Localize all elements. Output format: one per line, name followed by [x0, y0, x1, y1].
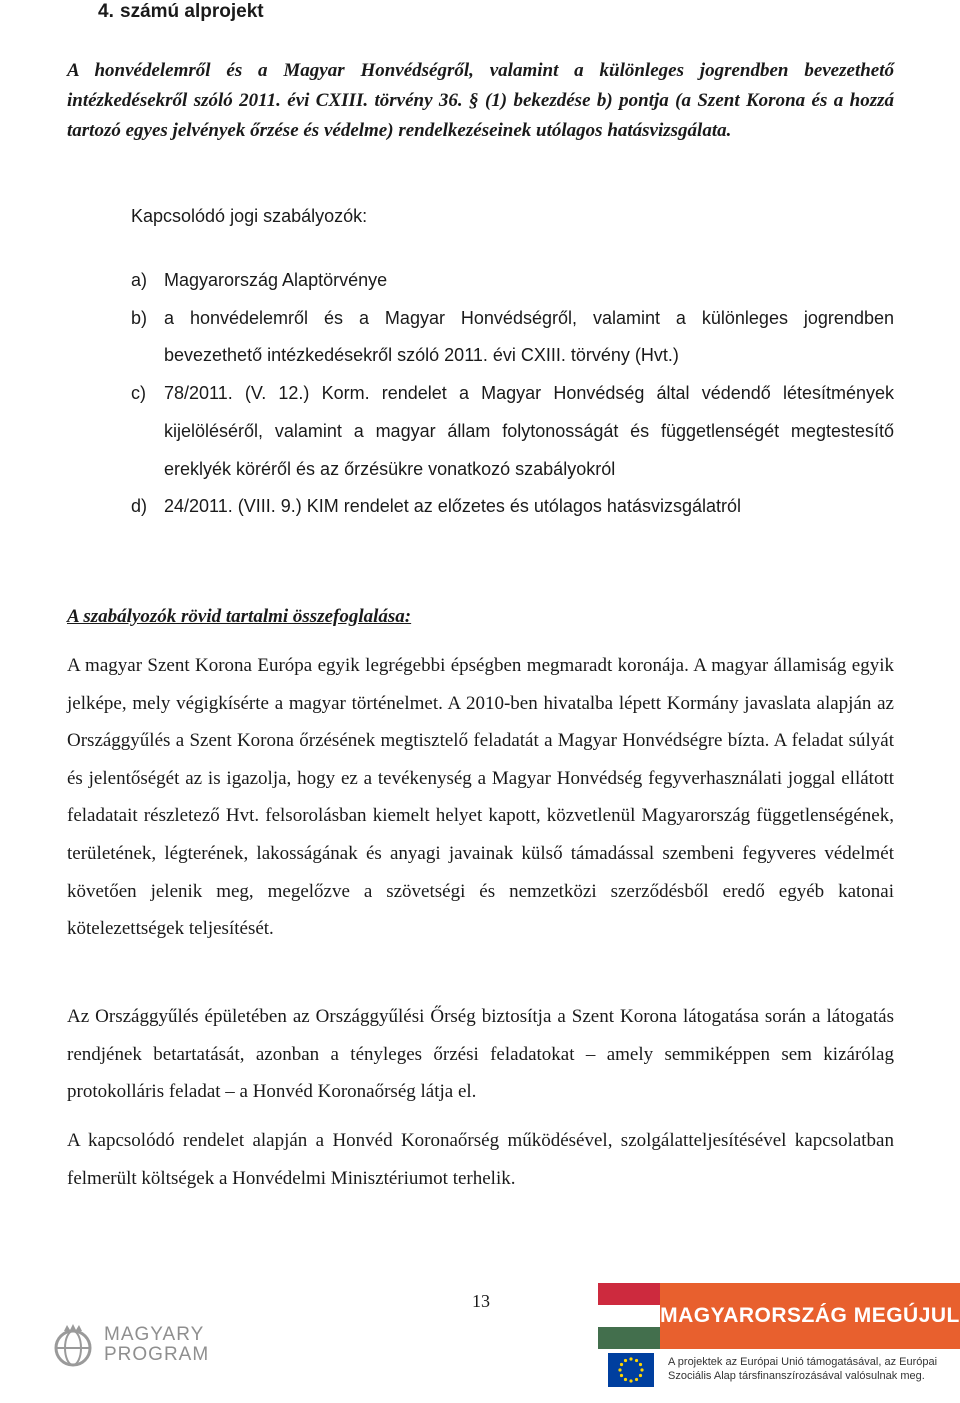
summary-paragraph-3: A kapcsolódó rendelet alapján a Honvéd Koronaőrség működésével, szolgálatteljesítésével kapcsolatban felmerült költségek a Honvédelmi Minisztériumot terhelik. — [67, 1130, 894, 1189]
eu-funding-notice — [668, 1355, 958, 1383]
list-item-letter: a) — [131, 270, 148, 290]
magyary-wordmark — [104, 1325, 209, 1365]
list-item-text: 24/2011. (VIII. 9.) KIM rendelet az előzetes és utólagos hatásvizsgálatról — [164, 496, 741, 517]
section-heading — [98, 0, 264, 24]
list-item — [131, 488, 894, 526]
eu-notice-line-1: A projektek az Európai Unió támogatásával, az Európai — [668, 1356, 938, 1368]
list-item-letter: b) — [131, 307, 148, 328]
eu-notice-line-2: Szociális Alap társfinanszírozásával valósulnak meg. — [668, 1370, 925, 1382]
list-item-text: 78/2011. (V. 12.) Korm. rendelet a Magyar Honvédség által védendő létesítmények kijelöléséről, valamint a magyar állam folytonosságát és függetlenségét megtestesítő ereklyék köréről és az őrzésükre vonatkozó szabályokról — [164, 383, 894, 479]
list-item-letter: d) — [131, 496, 148, 517]
list-item-text: a honvédelemről és a Magyar Honvédségről, valamint a különleges jogrendben bevezethető intézkedésekről szóló 2011. évi CXIII. törvény (Hvt.) — [164, 307, 894, 366]
magyarorszag-megujul-banner — [598, 1283, 960, 1403]
magyary-line-1: MAGYARY — [104, 1324, 205, 1345]
list-item — [131, 300, 894, 375]
regulation-list — [131, 262, 894, 526]
section-number: 4. — [98, 1, 114, 22]
list-item — [131, 375, 894, 488]
hungarian-flag-icon — [598, 1283, 660, 1349]
section-title: számú alprojekt — [120, 1, 264, 22]
summary-paragraph-1: A magyar Szent Korona Európa egyik legrégebbi épségben megmaradt koronája. A magyar államiság egyik jelképe, mely végigkísérte a magyar történelmet. A 2010-ben hivatalba lépett Kormány javaslata alapján az Országgyűlés a Szent Korona őrzésének megtisztelő feladatát a Magyar Honvédségre bízta. A feladat súlyát és jelentőségét az is igazolja, hogy ez a tevékenység a Magyar Honvédség fegyverhasználati joggal ellátott feladatait részletező Hvt. felsorolásban kiemelt helyet kapott, közvetlenül Magyarország függetlenségének, területének, légterének, lakosságának és anyagi javainak külső támadással szembeni fegyveres védelmét követően jelenik meg, megelőzve a szövetségi és nemzetközi szerződésből eredő egyéb katonai kötelezettségek teljesítését. — [67, 655, 894, 940]
magyary-line-2: PROGRAM — [104, 1344, 210, 1365]
list-item-letter: c) — [131, 383, 146, 404]
list-item — [131, 262, 894, 300]
intro-paragraph: A honvédelemről és a Magyar Honvédségről, valamint a különleges jogrendben bevezethető intézkedésekről szóló 2011. évi CXIII. törvény 36. § (1) bekezdése b) pontja (a Szent Korona és a hozzá tartozó egyes jelvények őrzése és védelme) rendelkezéseinek utólagos hatásvizsgálata. — [67, 60, 894, 141]
magyary-program-logo — [50, 1322, 209, 1368]
crowned-globe-icon — [50, 1322, 96, 1368]
list-item-text: Magyarország Alaptörvénye — [164, 270, 388, 290]
eu-flag-icon — [608, 1353, 654, 1387]
related-regulations-label: Kapcsolódó jogi szabályozók: — [131, 206, 368, 226]
summary-title: A szabályozók rövid tartalmi összefoglalása: — [67, 606, 412, 627]
summary-paragraph-2: Az Országgyűlés épületében az Országgyűlési Őrség biztosítja a Szent Korona látogatása során a látogatás rendjének betartatását, azonban a tényleges őrzési feladatokat – amely semmiképpen sem kizárólag protokolláris feladat – a Honvéd Koronaőrség látja el. — [67, 1006, 894, 1103]
banner-title: MAGYARORSZÁG MEGÚJUL — [660, 1283, 960, 1349]
page-number: 13 — [472, 1291, 490, 1311]
